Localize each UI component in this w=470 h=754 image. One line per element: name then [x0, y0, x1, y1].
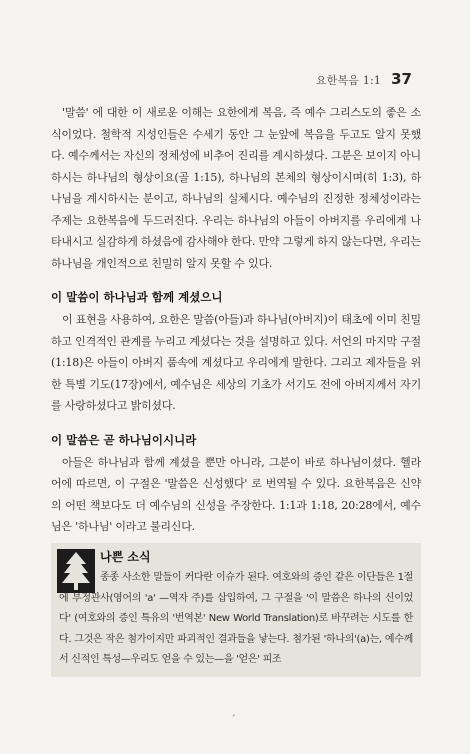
main-content [51, 102, 421, 538]
intro-paragraph: '말씀' 에 대한 이 새로운 이해는 요한에게 복음, 즉 예수 그리스도의 좋은 소식이었다. 철학적 지성인들은 수세기 동안 그 눈앞에 복음을 두고도 알지 못했다. 예수께서는 자신의 정체성에 비추어 진리를 계시하셨다. 그분은 보이지 아니하시는 하나님의 형상이요(골 1:15), 하나님의 본체의 형상이시며(히 1:3), 하나님을 계시하시는 분이고, 하나님의 실체시다. 예수님의 진정한 정체성이라는 주제는 요한복음에 두드러진다. 우리는 하나님의 아들이 아버지를 우리에게 나타내시고 실감하게 하셨음에 감사해야 한다. 만약 그렇게 하지 않는다면, 우리는 하나님을 개인적으로 친밀히 알지 못할 수 있다. [51, 106, 421, 270]
sidebar-title: 나쁜 소식 [100, 550, 151, 564]
bad-news-sidebar [51, 543, 421, 677]
sidebar-text: 종종 사소한 말들이 커다란 이슈가 된다. 여호와의 증인 같은 이단들은 1절에 부정관사(영어의 'a' —역자 주)를 삽입하여, 그 구절을 '이 말씀은 하나의 신이었다' (여호와의 증인 특유의 '번역본' New World Translation)로 바꾸려는 시도를 한다. 그것은 작은 첨가이지만 파괴적인 결과들을 낳는다. 첨가된 '하나의'(a)는, 예수께서 신적인 특성—우리도 얻을 수 있는—을 '얻은' 피조 [59, 572, 413, 665]
page-number: 37 [391, 70, 412, 88]
footer-mark: • [232, 713, 236, 720]
section-paragraph-with-god: 이 표현을 사용하여, 요한은 말씀(아들)과 하나님(아버지)이 태초에 이미 친밀하고 인격적인 관계를 누리고 계셨다는 것을 설명하고 있다. 서언의 마지막 구절(1:18)은 아들이 아버지 품속에 계셨다고 우리에게 말한다. 그리고 제자들을 위한 특별 기도(17장)에서, 예수님은 세상의 기초가 서기도 전에 아버지께서 자기를 사랑하셨다고 밝히셨다. [51, 313, 421, 412]
section-heading-was-god: 이 말씀은 곧 하나님이시니라 [51, 432, 197, 447]
running-title: 요한복음 1:1 [315, 74, 382, 87]
page-header [316, 70, 412, 88]
section-heading-with-god: 이 말씀이 하나님과 함께 계셨으니 [51, 290, 223, 304]
section-paragraph-was-god: 아들은 하나님과 함께 계셨을 뿐만 아니라, 그분이 바로 하나님이셨다. 헬라어에 따르면, 이 구절은 '말씀은 신성했다' 로 번역될 수 있다. 요한복음은 신약의 어떤 책보다도 더 예수님의 신성을 주장한다. 1:1과 1:18, 20:28에서, 예수님은 '하나님' 이라고 불리신다. [51, 455, 421, 533]
